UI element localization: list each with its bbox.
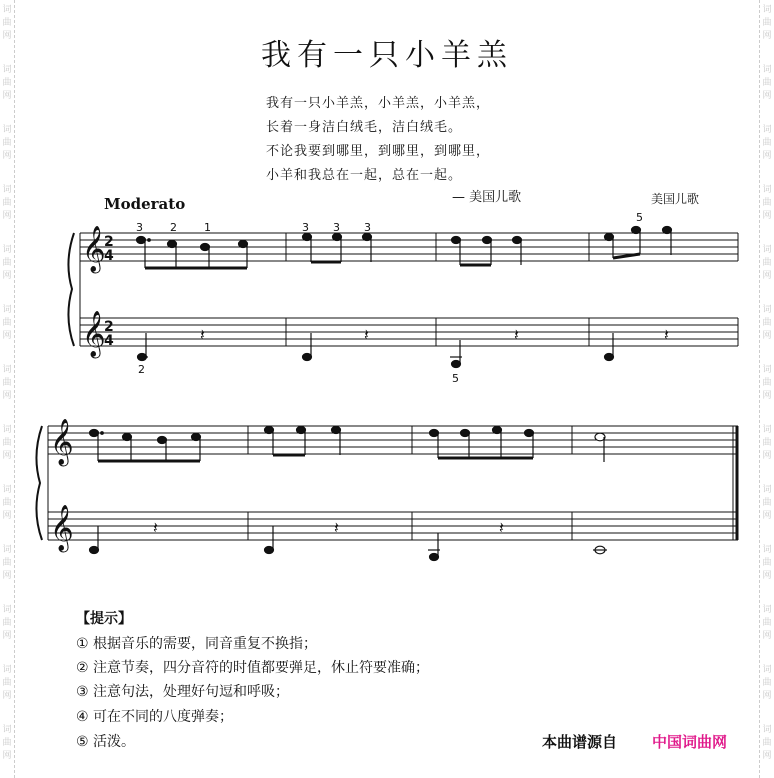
svg-text:𝄽: 𝄽 xyxy=(499,518,504,537)
watermark-char: 网 xyxy=(762,331,772,341)
system1-lower-staff xyxy=(80,318,738,346)
watermark-char: 词 xyxy=(762,245,772,255)
source-label: 本曲谱源自 xyxy=(542,733,618,751)
svg-text:𝄽: 𝄽 xyxy=(200,325,205,344)
fingering: 5 xyxy=(636,211,643,224)
watermark-char: 曲 xyxy=(2,438,12,448)
watermark-char: 曲 xyxy=(762,378,772,388)
watermark-char: 曲 xyxy=(762,738,772,748)
watermark-char: 词 xyxy=(762,725,772,735)
watermark-char: 词 xyxy=(2,725,12,735)
svg-text:𝄽: 𝄽 xyxy=(153,518,158,537)
watermark-char: 词 xyxy=(762,365,772,375)
fingering: 3 xyxy=(364,221,371,234)
svg-text:𝄞: 𝄞 xyxy=(50,505,74,551)
watermark-char: 曲 xyxy=(2,618,12,628)
svg-text:4: 4 xyxy=(104,333,114,349)
watermark-char: 网 xyxy=(762,571,772,581)
watermark-char: 词 xyxy=(762,125,772,135)
watermark-char: 网 xyxy=(2,391,12,401)
tips-heading: 【提示】 xyxy=(76,611,132,627)
watermark-char: 网 xyxy=(2,331,12,341)
watermark-char: 网 xyxy=(762,211,772,221)
watermark-char: 网 xyxy=(2,211,12,221)
lyric-line-2: 长着一身洁白绒毛，洁白绒毛。 xyxy=(266,120,463,135)
watermark-char: 网 xyxy=(2,451,12,461)
system1-treble-staff xyxy=(80,233,738,261)
tip-item-5: ⑤ 活泼。 xyxy=(76,734,136,750)
watermark-char: 网 xyxy=(762,31,772,41)
lyric-line-4: 小羊和我总在一起，总在一起。 xyxy=(266,168,463,183)
svg-text:𝄞: 𝄞 xyxy=(82,311,106,357)
watermark-char: 词 xyxy=(2,605,12,615)
watermark-char: 词 xyxy=(2,365,12,375)
watermark-char: 曲 xyxy=(2,378,12,388)
watermark-char: 词 xyxy=(2,245,12,255)
svg-text:𝄽: 𝄽 xyxy=(364,325,369,344)
watermark-char: 词 xyxy=(762,65,772,75)
watermark-char: 网 xyxy=(762,391,772,401)
fingering: 2 xyxy=(138,363,145,376)
fingering: 3 xyxy=(136,221,143,234)
watermark-char: 曲 xyxy=(762,258,772,268)
system2-treble-staff xyxy=(48,426,738,454)
song-title: 我有一只小羊羔 xyxy=(261,38,513,73)
watermark-char: 曲 xyxy=(2,498,12,508)
watermark-char: 网 xyxy=(762,691,772,701)
watermark-char: 网 xyxy=(2,511,12,521)
svg-text:𝄞: 𝄞 xyxy=(50,419,74,465)
watermark-char: 曲 xyxy=(762,138,772,148)
watermark-char: 曲 xyxy=(762,438,772,448)
watermark-char: 网 xyxy=(2,571,12,581)
composer-credit: 美国儿歌 xyxy=(651,192,700,206)
watermark-char: 网 xyxy=(2,151,12,161)
watermark-char: 网 xyxy=(762,511,772,521)
watermark-char: 曲 xyxy=(762,198,772,208)
watermark-char: 网 xyxy=(2,691,12,701)
fingering: 2 xyxy=(170,221,177,234)
fingering: 1 xyxy=(204,221,211,234)
lyric-line-3: 不论我要到哪里，到哪里，到哪里， xyxy=(266,144,491,159)
time-sig-bottom: 4 xyxy=(104,248,114,264)
svg-text:𝄽: 𝄽 xyxy=(514,325,519,344)
watermark-char: 网 xyxy=(2,751,12,761)
watermark-char: 词 xyxy=(2,665,12,675)
watermark-char: 曲 xyxy=(2,198,12,208)
watermark-char: 曲 xyxy=(2,138,12,148)
fingering: 3 xyxy=(333,221,340,234)
watermark-char: 曲 xyxy=(2,558,12,568)
watermark-char: 曲 xyxy=(762,18,772,28)
watermark-char: 词 xyxy=(762,605,772,615)
watermark-char: 词 xyxy=(2,305,12,315)
watermark-char: 网 xyxy=(2,91,12,101)
watermark-char: 曲 xyxy=(762,498,772,508)
watermark-char: 网 xyxy=(762,451,772,461)
watermark-char: 词 xyxy=(2,5,12,15)
watermark-char: 词 xyxy=(2,65,12,75)
svg-text:𝄽: 𝄽 xyxy=(664,325,669,344)
fingering: 3 xyxy=(302,221,309,234)
watermark-char: 网 xyxy=(2,31,12,41)
watermark-char: 曲 xyxy=(2,318,12,328)
watermark-char: 曲 xyxy=(2,258,12,268)
watermark-char: 网 xyxy=(762,151,772,161)
watermark-char: 词 xyxy=(762,425,772,435)
watermark-char: 曲 xyxy=(2,78,12,88)
watermark-char: 词 xyxy=(762,485,772,495)
watermark-char: 曲 xyxy=(762,318,772,328)
watermark-char: 网 xyxy=(762,271,772,281)
svg-text:𝄞: 𝄞 xyxy=(82,226,106,272)
tempo-marking: Moderato xyxy=(104,195,186,213)
tip-item-2: ② 注意节奏，四分音符的时值都要弹足，休止符要准确； xyxy=(76,660,429,676)
watermark-char: 词 xyxy=(2,185,12,195)
watermark-char: 词 xyxy=(2,545,12,555)
watermark-char: 词 xyxy=(2,125,12,135)
watermark-char: 词 xyxy=(762,5,772,15)
watermark-char: 曲 xyxy=(762,78,772,88)
watermark-char: 词 xyxy=(762,665,772,675)
tip-item-3: ③ 注意句法，处理好句逗和呼吸； xyxy=(76,684,290,700)
watermark-char: 词 xyxy=(2,485,12,495)
tip-item-4: ④ 可在不同的八度弹奏； xyxy=(76,709,234,725)
svg-text:𝄽: 𝄽 xyxy=(334,518,339,537)
watermark-char: 词 xyxy=(762,545,772,555)
svg-text:2: 2 xyxy=(104,319,114,335)
watermark-char: 词 xyxy=(2,425,12,435)
watermark-char: 词 xyxy=(762,185,772,195)
lyrics-attribution: — 美国儿歌 xyxy=(452,190,522,205)
watermark-char: 网 xyxy=(2,631,12,641)
watermark-char: 曲 xyxy=(2,18,12,28)
lyric-line-1: 我有一只小羊羔，小羊羔，小羊羔， xyxy=(266,96,491,111)
watermark-char: 词 xyxy=(762,305,772,315)
tip-item-1: ① 根据音乐的需要，同音重复不换指； xyxy=(76,636,317,652)
watermark-char: 网 xyxy=(2,271,12,281)
watermark-char: 网 xyxy=(762,751,772,761)
watermark-char: 曲 xyxy=(2,738,12,748)
system2-lower-staff xyxy=(48,512,738,540)
watermark-char: 网 xyxy=(762,631,772,641)
time-sig-top: 2 xyxy=(104,234,114,250)
watermark-char: 曲 xyxy=(2,678,12,688)
watermark-char: 曲 xyxy=(762,558,772,568)
watermark-char: 网 xyxy=(762,91,772,101)
watermark-char: 曲 xyxy=(762,678,772,688)
watermark-char: 曲 xyxy=(762,618,772,628)
fingering: 5 xyxy=(452,372,459,385)
source-site-link[interactable]: 中国词曲网 xyxy=(652,733,728,751)
